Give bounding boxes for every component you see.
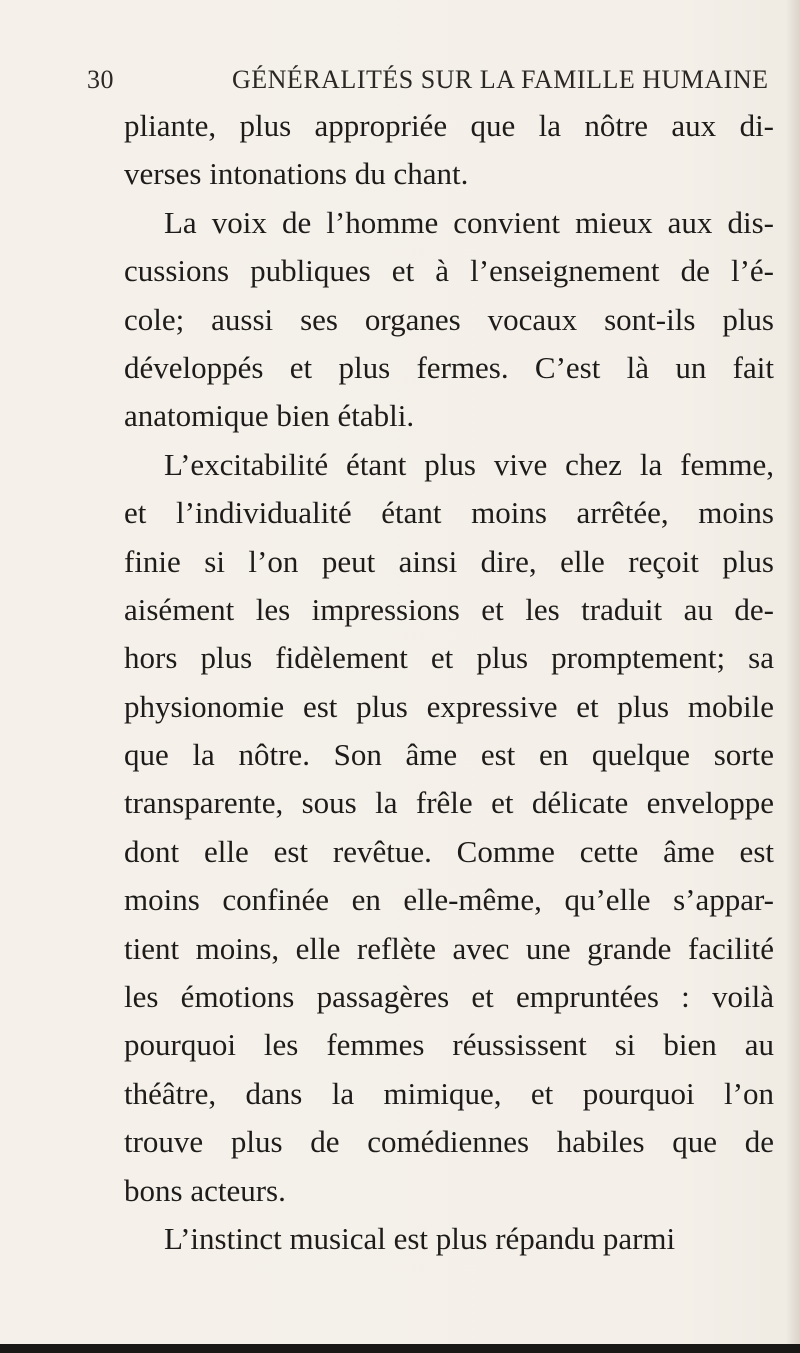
text-line: dont elle est revêtue. Comme cette âme est	[124, 833, 774, 869]
text-line: hors plus fidèlement et plus promptement; sa	[124, 640, 774, 676]
text-line: verses intonations du chant.	[124, 156, 469, 192]
page-number: 30	[87, 65, 114, 94]
text-line: cussions publiques et à l’enseignement de l’é-	[124, 253, 774, 289]
text-line: et l’individualité étant moins arrêtée, moins	[124, 495, 774, 531]
running-head	[87, 62, 767, 98]
text-line: finie si l’on peut ainsi dire, elle reçoit plus	[124, 543, 774, 579]
text-line: transparente, sous la frêle et délicate enveloppe	[124, 785, 774, 821]
text-line: que la nôtre. Son âme est en quelque sorte	[124, 737, 774, 773]
body-text	[124, 102, 774, 1263]
text-line: La voix de l’homme convient mieux aux dis-	[164, 204, 774, 240]
text-line: les émotions passagères et empruntées : voilà	[124, 979, 774, 1015]
page-edge-shadow	[786, 0, 800, 1353]
text-line: physionomie est plus expressive et plus mobile	[124, 688, 774, 724]
text-line: cole; aussi ses organes vocaux sont-ils plus	[124, 301, 774, 337]
text-line: développés et plus fermes. C’est là un fait	[124, 349, 774, 385]
text-line: moins confinée en elle-même, qu’elle s’appar-	[124, 882, 774, 918]
text-line: L’instinct musical est plus répandu parmi	[164, 1220, 676, 1256]
running-title: GÉNÉRALITÉS SUR LA FAMILLE HUMAINE	[232, 65, 769, 94]
text-line: aisément les impressions et les traduit au de-	[124, 591, 774, 627]
text-line: pourquoi les femmes réussissent si bien au	[124, 1027, 774, 1063]
text-line: bons acteurs.	[124, 1172, 286, 1208]
text-line: L’excitabilité étant plus vive chez la femme,	[164, 446, 774, 482]
text-line: trouve plus de comédiennes habiles que de	[124, 1124, 774, 1160]
text-line: pliante, plus appropriée que la nôtre aux di-	[124, 108, 774, 143]
bottom-scan-edge	[0, 1344, 800, 1353]
text-line: théâtre, dans la mimique, et pourquoi l’on	[124, 1075, 774, 1111]
text-line: anatomique bien établi.	[124, 398, 415, 434]
text-line: tient moins, elle reflète avec une grande facilité	[124, 930, 774, 966]
